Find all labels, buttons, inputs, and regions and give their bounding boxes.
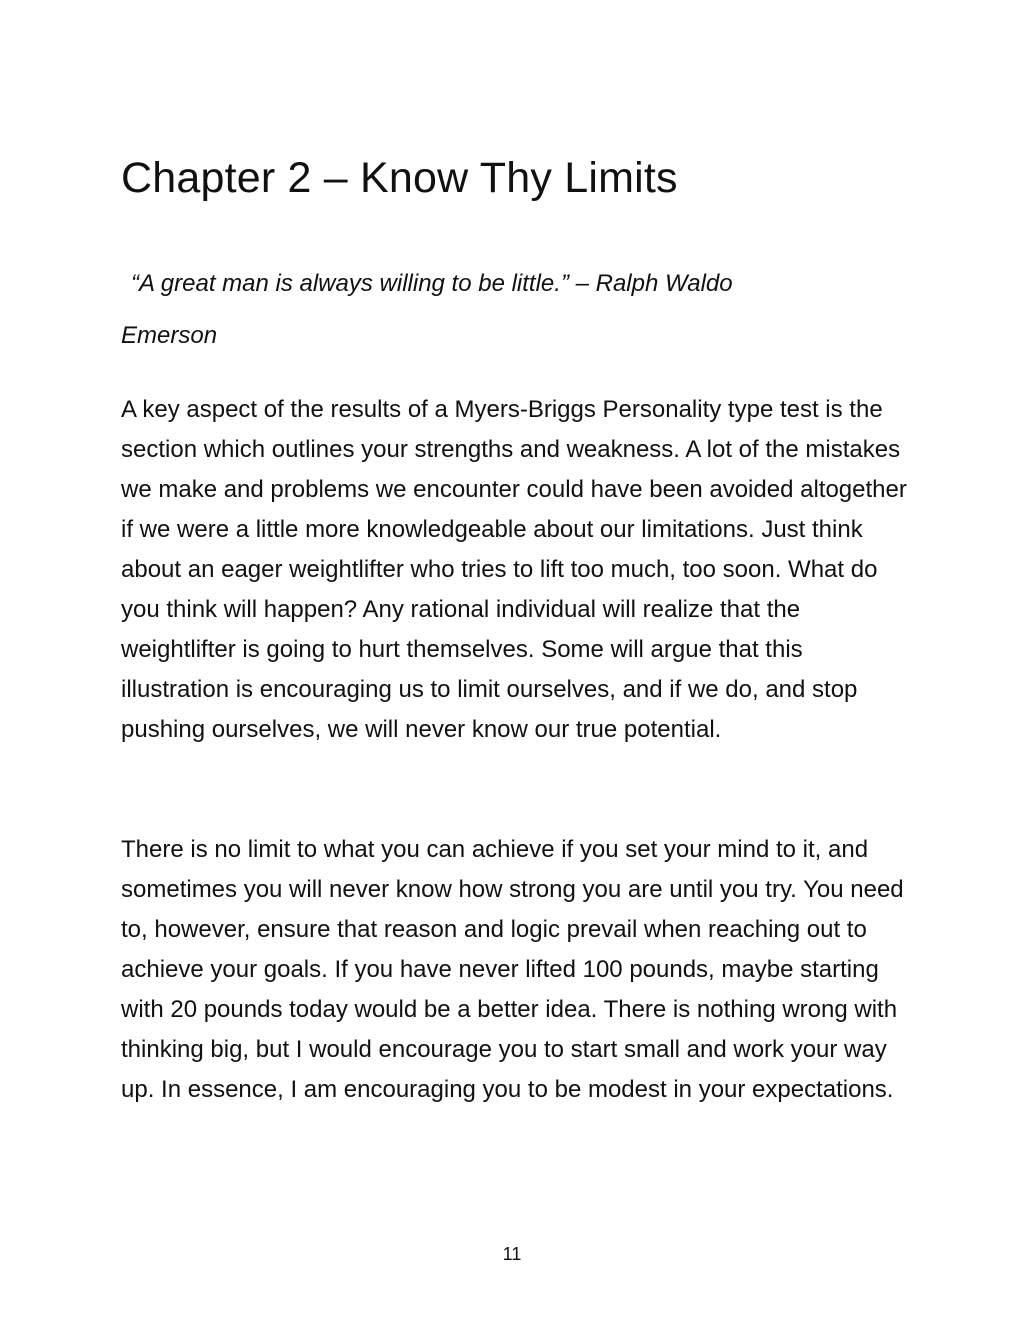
epigraph-quote: “A great man is always willing to be little.” – Ralph Waldo Emerson — [121, 270, 733, 349]
body-paragraph-2: There is no limit to what you can achieve if you set your mind to it, and sometimes you will never know how strong you are until you try. You need to, however, ensure that reason and logic prevail when reaching out to achieve your goals. If you have never lifted 100 pounds, maybe starting with 20 pounds today would be a better idea. There is nothing wrong with thinking big, but I would encourage you to start small and work your way up. In essence, I am encouraging you to be modest in your expectations. — [121, 836, 904, 1103]
body-paragraph-1: A key aspect of the results of a Myers-Briggs Personality type test is the section which outlines your strengths and weakness. A lot of the mistakes we make and problems we encounter could have been avoided altogether if we were a little more knowledgeable about our limitations. Just think about an eager weightlifter who tries to lift too much, too soon. What do you think will happen? Any rational individual will realize that the weightlifter is going to hurt themselves. Some will argue that this illustration is encouraging us to limit ourselves, and if we do, and stop pushing ourselves, we will never know our true potential. — [121, 396, 907, 743]
page-number: 11 — [502, 1244, 522, 1264]
chapter-title: Chapter 2 – Know Thy Limits — [121, 154, 678, 202]
